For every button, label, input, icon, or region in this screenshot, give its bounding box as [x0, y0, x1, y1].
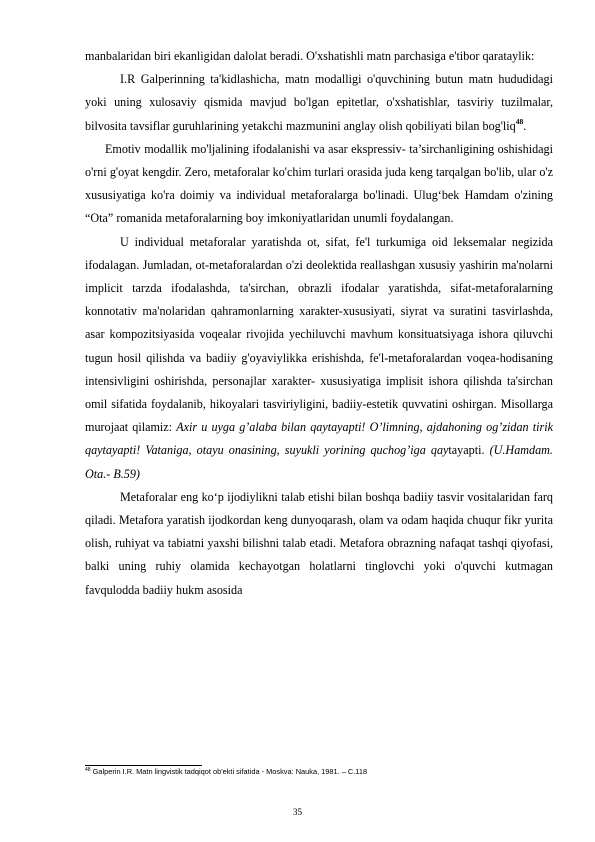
paragraph-5: Metaforalar eng ko‘p ijodiylikni talab etishi bilan boshqa badiiy tasvir vositalaridan farq qiladi. Metafora yaratish ijodkordan keng dunyoqarash, olam va odam haqida chuqur fikr yurita olish, ruhiyat va tabiatni yaxshi bilishni talab etadi. Metafora obrazning nafaqat tashqi qiyofasi, balki uning ruhiy olamida kechayotgan holatlarni tinglovchi yoki o'quvchi kutmagan favqulodda badiiy hukm asosida — [85, 489, 553, 597]
page-number: 35 — [292, 807, 303, 817]
paragraph-2-end: . — [523, 118, 527, 133]
paragraph-3: Emotiv modallik mo'ljalining ifodalanishi va asar ekspressiv- ta’sirchanligining oshishidagi o'rni g'oyat kengdir. Zero, metaforalar ko'chim turlari orasida juda keng tarqalgan bo'lib, ular o'z xususiyatiga ko'ra doimiy va individual metaforalarga bo'linadi. Ulug‘bek Hamdam o'zining “Ota” romanida metaforalarning boy imkoniyatlaridan unumli foydalangan. — [85, 141, 553, 226]
paragraph-4-text: U individual metaforalar yaratishda ot, sifat, fe'l turkumiga oid leksemalar negizida ifodalagan. Jumladan, ot-metaforalardan o'zi deolektida reallashgan xususiy yashirin ma'nolarni implicit tarzda ifodalashda, ta'sirchan, obrazli ifodalar yaratishda, sifat-metaforalarning konnotativ ma'nolaridan qahramonlarning xarakter-xususiyati, siyrat va suratini tasvirlashda, asar kompozitsiyasida voqealar rivojida yechiluvchi mavhum konsituatsiyaga ishora qiluvchi tugun hosil qilishda va badiiy g'oyaviylikka erishishda, fe'l-metaforalardan voqea-hodisaning intensivligini oshirishda, personajlar xarakter- xususiyatiga implisit ishora qilishda ta'sirchan omil sifatida foydalanib, hikoyalari tasviriyligini, badiiy-estetik quvvatini oshirgan. Misollarga murojaat qilamiz: — [85, 234, 553, 435]
footnote-reference[interactable]: 48 — [515, 116, 524, 126]
paragraph-4 — [85, 231, 553, 486]
footnote-number: 48 — [85, 767, 91, 773]
paragraph-2-text: I.R Galperinning ta'kidlashicha, matn modalligi o'quvchining butun matn hududidagi yoki uning xulosaviy qismida mavjud bo'lgan epitetlar, o'xshatishlar, tasviriy tuzilmalar, bilvosita tavsiflar guruhlarining yetakchi mazmunini anglay olish qobiliyati bilan bog'liq — [85, 72, 553, 133]
quote-tail: tayapti. — [448, 443, 485, 458]
quote-source: (U.Hamdam. Ota.- B.59) — [85, 443, 553, 481]
footnote-text: Galperin I.R. Matn lingvistik tadqiqot ob'ekti sifatida - Moskva: Nauka, 1981. – C.118 — [90, 767, 368, 776]
footnote-divider — [85, 765, 202, 766]
paragraph-2 — [85, 68, 553, 138]
document-body — [85, 45, 553, 602]
quote-italic: Axir u uyga g’alaba bilan qaytayapti! O’limning, ajdahoning og’zidan tirik qaytayapti! Vataniga, otayu onasining, suyukli yorining quchog’iga qay — [85, 420, 553, 458]
paragraph-1: manbalaridan biri ekanligidan dalolat beradi. O'xshatishli matn parchasiga e'tibor qarataylik: — [85, 49, 535, 63]
footnote — [85, 767, 555, 777]
